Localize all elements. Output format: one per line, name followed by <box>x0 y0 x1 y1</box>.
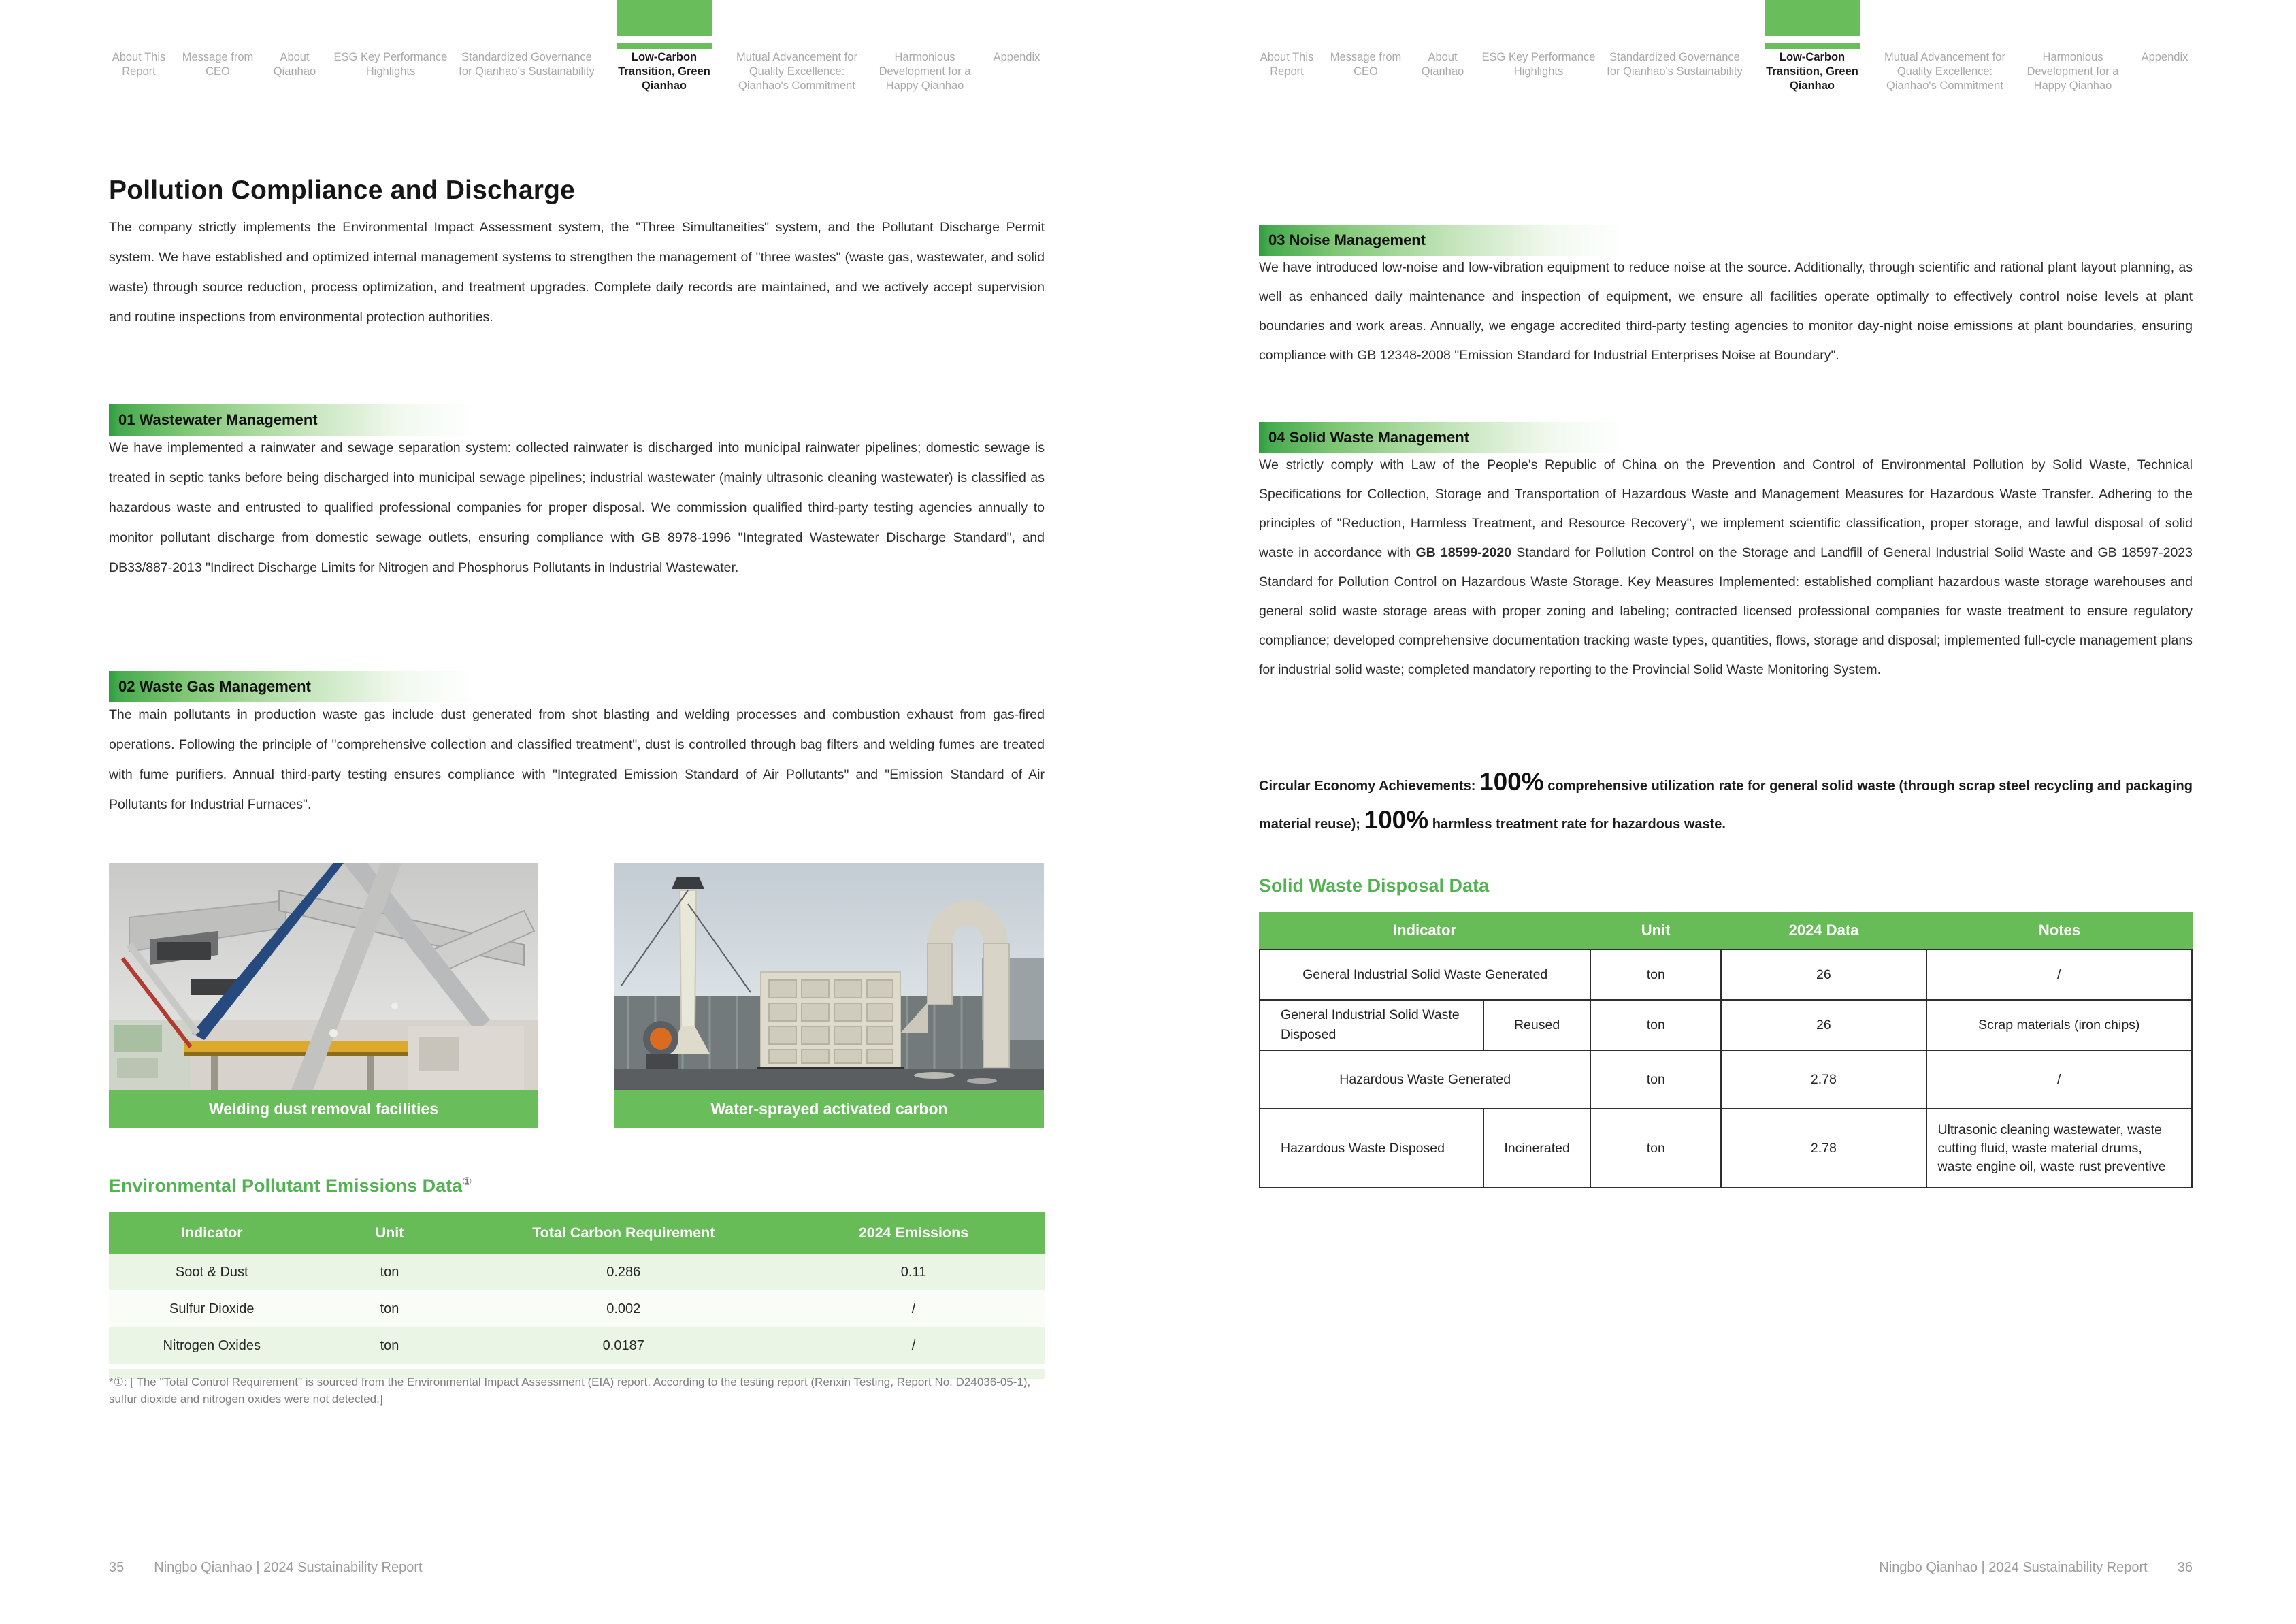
emissions-table-title <box>109 1175 1045 1197</box>
photo-caption: Water-sprayed activated carbon <box>614 1090 1044 1128</box>
page-number: 35 <box>109 1560 125 1575</box>
paragraph-text: We strictly comply with Law of the People's Republic of China on the Prevention and Control of Environmental Pollution by Solid Waste, Technical Specifications for Collection, Storage and Transportation of Hazardous Waste and Management Measures for Hazardous Waste Transfer. Adhering to the principles of "Reduction, Harmless Treatment, and Resource Recovery", we implement scientific classification, proper storage, and lawful disposal of solid waste in accordance with <box>1259 457 2193 560</box>
notes-cell: / <box>1926 1050 2192 1109</box>
column-header: Indicator <box>109 1212 315 1254</box>
activated-carbon-photo <box>614 863 1044 1128</box>
footer-text: Ningbo Qianhao | 2024 Sustainability Report <box>1879 1560 2148 1575</box>
standard-code-bold: GB 18599-2020 <box>1415 545 1512 560</box>
page-footer <box>109 1560 1045 1576</box>
photo-caption: Welding dust removal facilities <box>109 1090 538 1128</box>
data-cell: 2.78 <box>1721 1109 1926 1188</box>
column-header: Unit <box>315 1212 465 1254</box>
table-cell: 0.0187 <box>602 1337 644 1353</box>
intro-paragraph: The company strictly implements the Environmental Impact Assessment system, the "Three Simultaneities" system, and the Pollutant Discharge Permit system. We have established and optimized internal management systems to strengthen the management of "three wastes" (waste gas, wastewater, and solid waste) through source reduction, process optimization, and treatment upgrades. Complete daily records are maintained, and we actively accept supervision and routine inspections from environmental protection authorities. <box>109 220 1045 325</box>
solid-waste-table <box>1259 912 2193 1188</box>
indicator-sub-cell: Incinerated <box>1483 1109 1591 1188</box>
column-header: 2024 Data <box>1788 922 1859 939</box>
top-navigation <box>1256 0 2193 93</box>
welding-dust-removal-photo <box>109 863 538 1128</box>
waste-gas-paragraph: The main pollutants in production waste gas include dust generated from shot blasting and welding processes and combustion exhaust from gas-fired operations. Following the principle of "comprehensive collection and classified treatment", dust is controlled through bag filters and welding fumes are treated with fume purifiers. Annual third-party testing ensures compliance with "Integrated Emission Standard of Air Pollutants" and "Emission Standard of Air Pollutants for Industrial Furnaces". <box>109 707 1045 812</box>
wastewater-paragraph: We have implemented a rainwater and sewage separation system: collected rainwater is discharged into municipal rainwater pipelines; domestic sewage is treated in septic tanks before being discharged into municipal sewage pipelines; industrial wastewater (mainly ultrasonic cleaning wastewater) is classified as hazardous waste and entrusted to qualified professional companies for proper disposal. We commission qualified third-party testing agencies annually to monitor pollutant discharge from domestic sewage outlets, ensuring compliance with GB 8978-1996 "Integrated Wastewater Discharge Standard", and DB33/887-2013 "Indirect Discharge Limits for Nitrogen and Phosphorus Pollutants in Industrial Wastewater. <box>109 440 1045 575</box>
indicator-cell: General Industrial Solid Waste Generated <box>1260 949 1590 1000</box>
nav-item-esg-highlights[interactable] <box>1480 0 1597 93</box>
nav-label: Mutual Advancement for Quality Excellence: Qianhao's Commitment <box>736 51 857 92</box>
big-percentage: 100% <box>1364 806 1429 834</box>
column-header: 2024 Emissions <box>783 1212 1045 1254</box>
table-footnote: *①: [ The "Total Control Requirement" is sourced from the Environmental Impact Assessment (EIA) report. According to the testing report (Renxin Testing, Report No. D24036-05-1), sulfur dioxide and nitrogen oxides were not detected.] <box>109 1376 1031 1406</box>
nav-label: Harmonious Development for a Happy Qianhao <box>2027 51 2119 92</box>
column-header: Notes <box>2038 922 2081 939</box>
nav-item-about-qianhao[interactable] <box>265 0 324 93</box>
nav-label: Message from CEO <box>182 51 254 78</box>
table-row <box>1260 1000 2192 1050</box>
nav-label: ESG Key Performance Highlights <box>333 51 448 78</box>
table-row <box>109 1254 1045 1290</box>
nav-label: Mutual Advancement for Quality Excellence: Qianhao's Commitment <box>1884 51 2005 92</box>
table-row <box>1260 949 2192 1000</box>
active-tab-marker <box>1765 0 1860 36</box>
photo-row <box>109 863 1045 1128</box>
active-tab-underline <box>1765 43 1860 49</box>
unit-cell: ton <box>1590 1050 1721 1109</box>
solid-waste-table-title: Solid Waste Disposal Data <box>1259 875 1490 896</box>
table-row <box>1260 1109 2192 1188</box>
page-title: Pollution Compliance and Discharge <box>109 176 576 206</box>
highlight-text: harmless treatment rate for hazardous waste. <box>1428 817 1726 832</box>
nav-item-mutual-advancement[interactable] <box>1880 0 2010 93</box>
column-header: Total Carbon Requirement <box>465 1212 783 1254</box>
nav-item-about-this-report[interactable] <box>108 0 170 93</box>
nav-item-esg-highlights[interactable] <box>332 0 449 93</box>
solid-waste-paragraph <box>1259 451 2193 685</box>
active-tab-marker <box>617 0 712 36</box>
table-row <box>109 1290 1045 1327</box>
column-header: Indicator <box>1393 922 1456 939</box>
table-cell: / <box>911 1337 916 1353</box>
top-navigation <box>108 0 1045 93</box>
nav-label: Appendix <box>2141 51 2188 63</box>
data-cell: 26 <box>1721 949 1926 1000</box>
nav-item-harmonious-development[interactable] <box>870 0 980 93</box>
section-heading-wastewater: 01 Wastewater Management <box>109 404 1054 436</box>
indicator-cell: Hazardous Waste Disposed <box>1260 1109 1483 1188</box>
nav-label: Standardized Governance for Qianhao's Sustainability <box>459 51 595 78</box>
table-cell: / <box>911 1301 916 1316</box>
nav-item-low-carbon-active[interactable] <box>604 0 724 93</box>
nav-label: About This Report <box>112 51 166 78</box>
page-36 <box>1148 0 2296 1624</box>
notes-cell: Scrap materials (iron chips) <box>1926 1000 2192 1050</box>
table-cell: 0.286 <box>606 1264 641 1280</box>
nav-label: Harmonious Development for a Happy Qianhao <box>879 51 971 92</box>
section-heading-waste-gas: 02 Waste Gas Management <box>109 671 1054 702</box>
noise-paragraph: We have introduced low-noise and low-vibration equipment to reduce noise at the source. Additionally, through scientific and rational plant layout planning, as well as enhanced daily maintenance and inspection of equipment, we ensure all facilities operate optimally to effectively control noise levels at plant boundaries and work areas. Annually, we engage accredited third-party testing agencies to monitor day-night noise emissions at plant boundaries, ensuring compliance with GB 12348-2008 "Emission Standard for Industrial Enterprises Noise at Boundary". <box>1259 260 2193 363</box>
indicator-cell: Hazardous Waste Generated <box>1260 1050 1590 1109</box>
nav-label: Low-Carbon Transition, Green Qianhao <box>1766 51 1858 92</box>
table-cell: 0.11 <box>900 1264 927 1280</box>
factory-interior-photo-illustration <box>109 863 538 1090</box>
table-cell: Sulfur Dioxide <box>169 1301 255 1316</box>
table-cell: 0.002 <box>606 1301 641 1316</box>
nav-item-standardized-governance[interactable] <box>1605 0 1744 93</box>
table-cell: Nitrogen Oxides <box>163 1337 261 1353</box>
nav-item-message-from-ceo[interactable] <box>178 0 257 93</box>
indicator-cell: General Industrial Solid Waste Disposed <box>1260 1000 1483 1050</box>
unit-cell: ton <box>1590 1000 1721 1050</box>
indicator-sub-cell: Reused <box>1483 1000 1591 1050</box>
active-tab-underline <box>617 43 712 49</box>
nav-label: About Qianhao <box>1421 51 1464 78</box>
circular-economy-highlight <box>1259 765 2193 841</box>
nav-label: About Qianhao <box>273 51 316 78</box>
nav-label: ESG Key Performance Highlights <box>1481 51 1596 78</box>
table-header-row <box>1259 912 2193 949</box>
nav-item-mutual-advancement[interactable] <box>732 0 862 93</box>
nav-item-low-carbon-active[interactable] <box>1752 0 1872 93</box>
nav-label: Appendix <box>993 51 1040 63</box>
table-cell: ton <box>380 1337 399 1353</box>
nav-label: Low-Carbon Transition, Green Qianhao <box>618 51 710 92</box>
section-heading-solid-waste: 04 Solid Waste Management <box>1259 422 2202 453</box>
unit-cell: ton <box>1590 949 1721 1000</box>
footer-text: Ningbo Qianhao | 2024 Sustainability Report <box>154 1560 423 1575</box>
nav-item-harmonious-development[interactable] <box>2018 0 2128 93</box>
nav-item-appendix[interactable] <box>988 0 1045 93</box>
table-header-row <box>109 1212 1045 1254</box>
nav-item-about-this-report[interactable] <box>1256 0 1318 93</box>
page-number: 36 <box>2177 1560 2193 1575</box>
notes-cell: / <box>1926 949 2192 1000</box>
nav-label: Standardized Governance for Qianhao's Sustainability <box>1607 51 1743 78</box>
highlight-label: Circular Economy Achievements: <box>1259 779 1480 794</box>
emissions-table-title-text: Environmental Pollutant Emissions Data <box>109 1175 463 1196</box>
page-footer <box>1259 1560 2193 1576</box>
column-header: Unit <box>1641 922 1671 939</box>
nav-item-standardized-governance[interactable] <box>457 0 596 93</box>
table-cell: ton <box>380 1264 399 1280</box>
table-cell: ton <box>380 1301 399 1316</box>
notes-cell: Ultrasonic cleaning wastewater, waste cutting fluid, waste material drums, waste engine oil, waste rust preventive <box>1926 1109 2192 1188</box>
nav-item-appendix[interactable] <box>2136 0 2193 93</box>
table-cell: Soot & Dust <box>175 1264 248 1280</box>
nav-item-message-from-ceo[interactable] <box>1326 0 1405 93</box>
big-percentage: 100% <box>1479 768 1544 796</box>
section-heading-noise: 03 Noise Management <box>1259 225 2202 256</box>
outdoor-equipment-photo-illustration <box>614 863 1044 1090</box>
table-row <box>109 1327 1045 1364</box>
data-cell: 2.78 <box>1721 1050 1926 1109</box>
data-cell: 26 <box>1721 1000 1926 1050</box>
table-row <box>1260 1050 2192 1109</box>
emissions-table <box>109 1212 1045 1379</box>
nav-item-about-qianhao[interactable] <box>1413 0 1472 93</box>
nav-label: About This Report <box>1260 51 1314 78</box>
footnote-marker: ① <box>462 1176 472 1188</box>
paragraph-text: Standard for Pollution Control on the Storage and Landfill of General Industrial Solid Waste and GB 18597-2023 Standard for Pollution Control on Hazardous Waste Storage. Key Measures Implemented: established compliant hazardous waste storage warehouses and general solid waste storage areas with proper zoning and labeling; contracted licensed professional companies for waste treatment to ensure regulatory compliance; developed comprehensive documentation tracking waste types, quantities, flows, storage and disposal; implemented full-cycle management plans for industrial solid waste; completed mandatory reporting to the Provincial Solid Waste Monitoring System. <box>1259 545 2193 677</box>
highlight-text: comprehensive utilization rate for general solid waste (through scrap steel recycling and packaging material reuse); <box>1259 779 2193 832</box>
nav-label: Message from CEO <box>1330 51 1402 78</box>
unit-cell: ton <box>1590 1109 1721 1188</box>
